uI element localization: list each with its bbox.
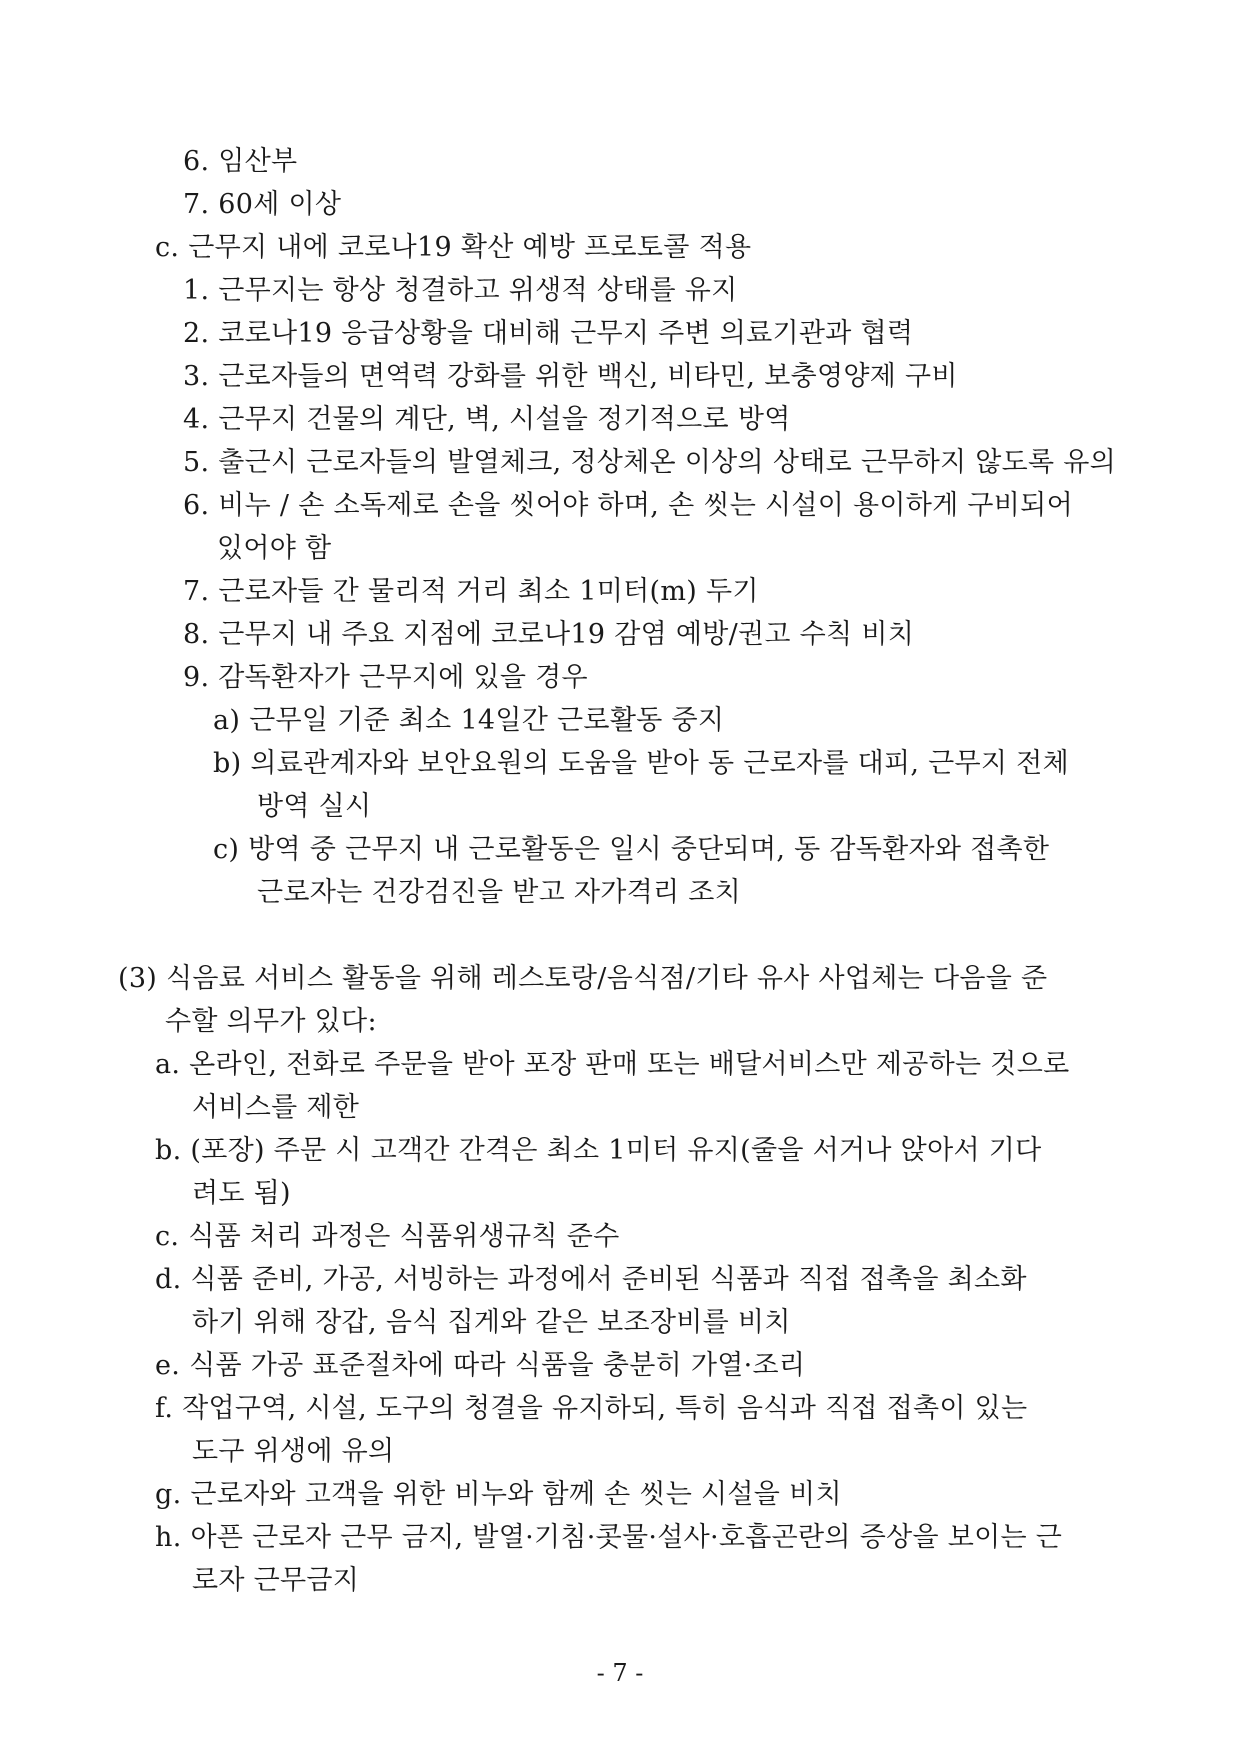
sub-list-item: a) 근무일 기준 최소 14일간 근로활동 중지 <box>213 705 725 736</box>
list-item-continuation: 로자 근무금지 <box>192 1565 360 1596</box>
list-item: 1. 근무지는 항상 청결하고 위생적 상태를 유지 <box>183 275 738 306</box>
sub-list-item-continuation: 근로자는 건강검진을 받고 자가격리 조치 <box>257 877 742 908</box>
list-item: 4. 근무지 건물의 계단, 벽, 시설을 정기적으로 방역 <box>183 404 791 435</box>
sub-list-item-continuation: 방역 실시 <box>257 791 372 822</box>
list-item: e. 식품 가공 표준절차에 따라 식품을 충분히 가열·조리 <box>155 1350 806 1381</box>
list-item: 5. 출근시 근로자들의 발열체크, 정상체온 이상의 상태로 근무하지 않도록 유의 <box>183 447 1117 478</box>
section-heading: c. 근무지 내에 코로나19 확산 예방 프로토콜 적용 <box>155 232 752 263</box>
section-heading: (3) 식음료 서비스 활동을 위해 레스토랑/음식점/기타 유사 사업체는 다음을 준 <box>118 963 1048 994</box>
list-item: 9. 감독환자가 근무지에 있을 경우 <box>183 662 588 693</box>
list-item: 6. 비누 / 손 소독제로 손을 씻어야 하며, 손 씻는 시설이 용이하게 구비되어 <box>183 490 1073 521</box>
list-item: f. 작업구역, 시설, 도구의 청결을 유지하되, 특히 음식과 직접 접촉이 있는 <box>155 1393 1028 1424</box>
list-item-continuation: 도구 위생에 유의 <box>192 1436 395 1467</box>
list-item-continuation: 서비스를 제한 <box>192 1092 360 1123</box>
page-number: - 7 - <box>596 1659 644 1687</box>
list-item-continuation: 있어야 함 <box>217 533 332 564</box>
section-heading-continuation: 수할 의무가 있다: <box>165 1006 377 1037</box>
list-item: 7. 60세 이상 <box>183 189 342 220</box>
list-item: g. 근로자와 고객을 위한 비누와 함께 손 씻는 시설을 비치 <box>155 1479 842 1510</box>
list-item: a. 온라인, 전화로 주문을 받아 포장 판매 또는 배달서비스만 제공하는 것으로 <box>155 1049 1070 1080</box>
list-item: 8. 근무지 내 주요 지점에 코로나19 감염 예방/권고 수칙 비치 <box>183 619 915 650</box>
list-item: 7. 근로자들 간 물리적 거리 최소 1미터(m) 두기 <box>183 576 759 607</box>
list-item-continuation: 하기 위해 장갑, 음식 집게와 같은 보조장비를 비치 <box>192 1307 791 1338</box>
list-item: 6. 임산부 <box>183 146 298 177</box>
list-item: c. 식품 처리 과정은 식품위생규칙 준수 <box>155 1221 620 1252</box>
list-item: h. 아픈 근로자 근무 금지, 발열·기침·콧물·설사·호흡곤란의 증상을 보이는 근 <box>155 1522 1063 1553</box>
list-item: 2. 코로나19 응급상황을 대비해 근무지 주변 의료기관과 협력 <box>183 318 914 349</box>
list-item: b. (포장) 주문 시 고객간 간격은 최소 1미터 유지(줄을 서거나 앉아서 기다 <box>155 1135 1042 1166</box>
sub-list-item: b) 의료관계자와 보안요원의 도움을 받아 동 근로자를 대피, 근무지 전체 <box>213 748 1069 779</box>
list-item: 3. 근로자들의 면역력 강화를 위한 백신, 비타민, 보충영양제 구비 <box>183 361 958 392</box>
sub-list-item: c) 방역 중 근무지 내 근로활동은 일시 중단되며, 동 감독환자와 접촉한 <box>213 834 1050 865</box>
list-item: d. 식품 준비, 가공, 서빙하는 과정에서 준비된 식품과 직접 접촉을 최소화 <box>155 1264 1027 1295</box>
list-item-continuation: 려도 됨) <box>192 1178 291 1209</box>
